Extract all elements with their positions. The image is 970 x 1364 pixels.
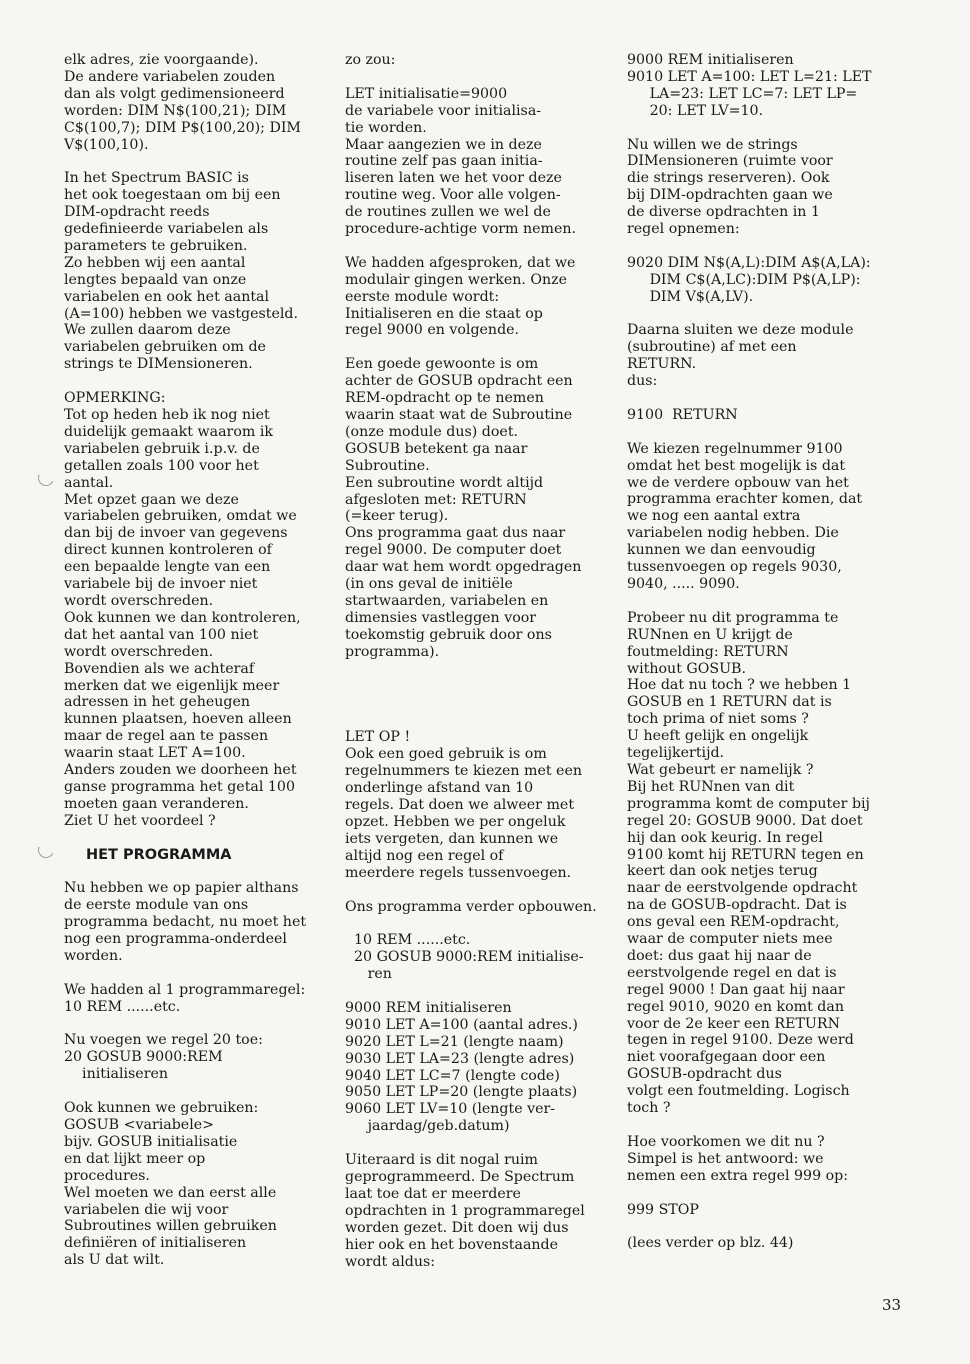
paragraph: Nu voegen we regel 20 toe: 20 GOSUB 9000:REM initialiseren [64,1032,263,1083]
column-3 [627,52,909,1252]
paragraph: Uiteraard is dit nogal ruim geprogrammeerd. De Spectrum laat toe dat er meerdere opdrachten in 1 programmaregel worden gezet. Dit doen wij dus hier ook en het bovenstaande wordt aldus: [345,1152,585,1270]
column-1 [64,52,332,1269]
paragraph: We hadden afgesproken, dat we modulair gingen werken. Onze eerste module wordt: Initialiseren en die staat op regel 9000 en volgende. [345,254,576,339]
paragraph: Hoe voorkomen we dit nu ? Simpel is het antwoord: we nemen een extra regel 999 op: [627,1133,849,1184]
page-number: 33 [882,1296,902,1314]
column-spacer [345,677,617,729]
margin-mark [36,840,57,861]
paragraph: 9000 REM initialiseren 9010 LET A=100 (aantal adres.) 9020 LET L=21 (lengte naam) 9030 LET LA=23 (lengte adres) 9040 LET LC=7 (lengte code) 9050 LET LP=20 (lengte plaats) 9060 LET LV=10 (lengte ver- jaardag/geb.datum) [345,999,578,1135]
paragraph: Daarna sluiten we deze module (subroutine) af met een RETURN. dus: [627,322,854,390]
column-2 [345,52,617,1270]
paragraph: Probeer nu dit programma te RUNnen en U krijgt de foutmelding: RETURN without GOSUB. Hoe dat nu toch ? we hebben 1 GOSUB en 1 RETURN dat is toch prima of niet soms ? U heeft gelijk en ongelijk tegelijkertijd. Wat gebeurt er namelijk ? Bij het RUNnen van dit programma komt de computer bij regel 20: GOSUB 9000. Dat doet hij dan ook keurig. In regel 9100 komt hij RETURN tegen en keert dan ook netjes terug naar de eerstvolgende opdracht na de GOSUB-opdracht. Dat is ons geval een REM-opdracht, waar de computer niets mee doet: dus gaat hij naar de eerstvolgende regel en dat is regel 9000 ! Dan gaat hij naar regel 9010, 9020 en komt dan voor de 2e keer een RETURN tegen in regel 9100. Deze werd niet voorafgegaan door een GOSUB-opdracht dus volgt een foutmelding. Logisch toch ? [627,609,870,1117]
paragraph: Nu willen we de strings DIMensioneren (ruimte voor die strings reserveren). Ook bij DIM-opdrachten gaan we de diverse opdrachten in 1 regel opnemen: [627,136,833,238]
paragraph: Een goede gewoonte is om achter de GOSUB opdracht een REM-opdracht op te nemen waarin staat wat de Subroutine (onze module dus) doet. GOSUB betekent ga naar Subroutine. Een subroutine wordt altijd afgesloten met: RETURN (=keer terug). Ons programma gaat dus naar regel 9000. De computer doet daar wat hem wordt opgedragen (in ons geval de initiële startwaarden, variabelen en dimensies vastleggen voor toekomstig gebruik door ons programma). [345,356,582,660]
margin-mark [36,468,57,489]
paragraph: In het Spectrum BASIC is het ook toegestaan om bij een DIM-opdracht reeds gedefinieerde variabelen als parameters te gebruiken. Zo hebben wij een aantal lengtes bepaald van onze variabelen en ook het aantal (A=100) hebben we vastgesteld. We zullen daarom deze variabelen gebruiken om de strings te DIMensioneren. [64,170,299,373]
paragraph: LET OP ! Ook een goed gebruik is om regelnummers te kiezen met een onderlinge afstand van 10 regels. Dat doen we alweer met opzet. Hebben we per ongeluk iets vergeten, dan kunnen we altijd nog een regel of meerdere regels tussenvoegen. [345,729,582,881]
paragraph: We hadden al 1 programmaregel: 10 REM ......etc. [64,981,306,1015]
paragraph: We kiezen regelnummer 9100 omdat het best mogelijk is dat we de verdere opbouw van het programma erachter komen, dat we nog een aantal extra variabelen nodig hebben. Die kunnen we dan eenvoudig tussenvoegen op regels 9030, 9040, ..... 9090. [627,440,863,593]
paragraph: zo zou: [345,52,396,68]
paragraph: 9000 REM initialiseren 9010 LET A=100: LET L=21: LET LA=23: LET LC=7: LET LP= 20: LET LV=10. [627,52,872,119]
paragraph: 999 STOP [627,1201,699,1218]
paragraph: 10 REM ......etc. 20 GOSUB 9000:REM initialise- ren [354,932,584,983]
paragraph: OPMERKING: Tot op heden heb ik nog niet duidelijk gemaakt waarom ik variabelen gebruik i.p.v. de getallen zoals 100 voor het aantal. Met opzet gaan we deze variabelen gebruiken, omdat we dan bij de invoer van gegevens direct kunnen kontroleren of een bepaalde lengte van een variabele bij de invoer niet wordt overschreden. Ook kunnen we dan kontroleren, dat het aantal van 100 niet wordt overschreden. Bovendien als we achteraf merken dat we eigenlijk meer adressen in het geheugen kunnen plaatsen, hoeven alleen maar de regel aan te passen waarin staat LET A=100. Anders zouden we doorheen het ganse programma het getal 100 moeten gaan veranderen. Ziet U het voordeel ? [64,390,301,829]
paragraph: elk adres, zie voorgaande). De andere variabelen zouden dan als volgt gedimensioneerd worden: DIM N$(100,21); DIM C$(100,7); DIM P$(100,20); DIM V$(100,10). [64,52,301,153]
paragraph: 9100 RETURN [627,406,738,423]
paragraph: LET initialisatie=9000 de variabele voor initialisa- tie worden. Maar aangezien we in deze routine zelf pas gaan initia- liseren laten we het voor deze routine weg. Voor alle volgen- de routines zullen we wel de procedure-achtige vorm nemen. [345,85,577,238]
paragraph: Nu hebben we op papier althans de eerste module van ons programma bedacht, nu moet het nog een programma-onderdeel worden. [64,880,307,964]
section-heading: HET PROGRAMMA [86,846,232,863]
paragraph: (lees verder op blz. 44) [627,1235,794,1252]
paragraph: Ook kunnen we gebruiken: GOSUB <variabele> bijv. GOSUB initialisatie en dat lijkt meer op procedures. Wel moeten we dan eerst alle variabelen die wij voor Subroutines willen gebruiken definiëren of initialiseren als U dat wilt. [64,1100,277,1269]
paragraph: 9020 DIM N$(A,L):DIM A$(A,LA): DIM C$(A,LC):DIM P$(A,LP): DIM V$(A,LV). [627,254,871,305]
paragraph: Ons programma verder opbouwen. [345,898,597,915]
